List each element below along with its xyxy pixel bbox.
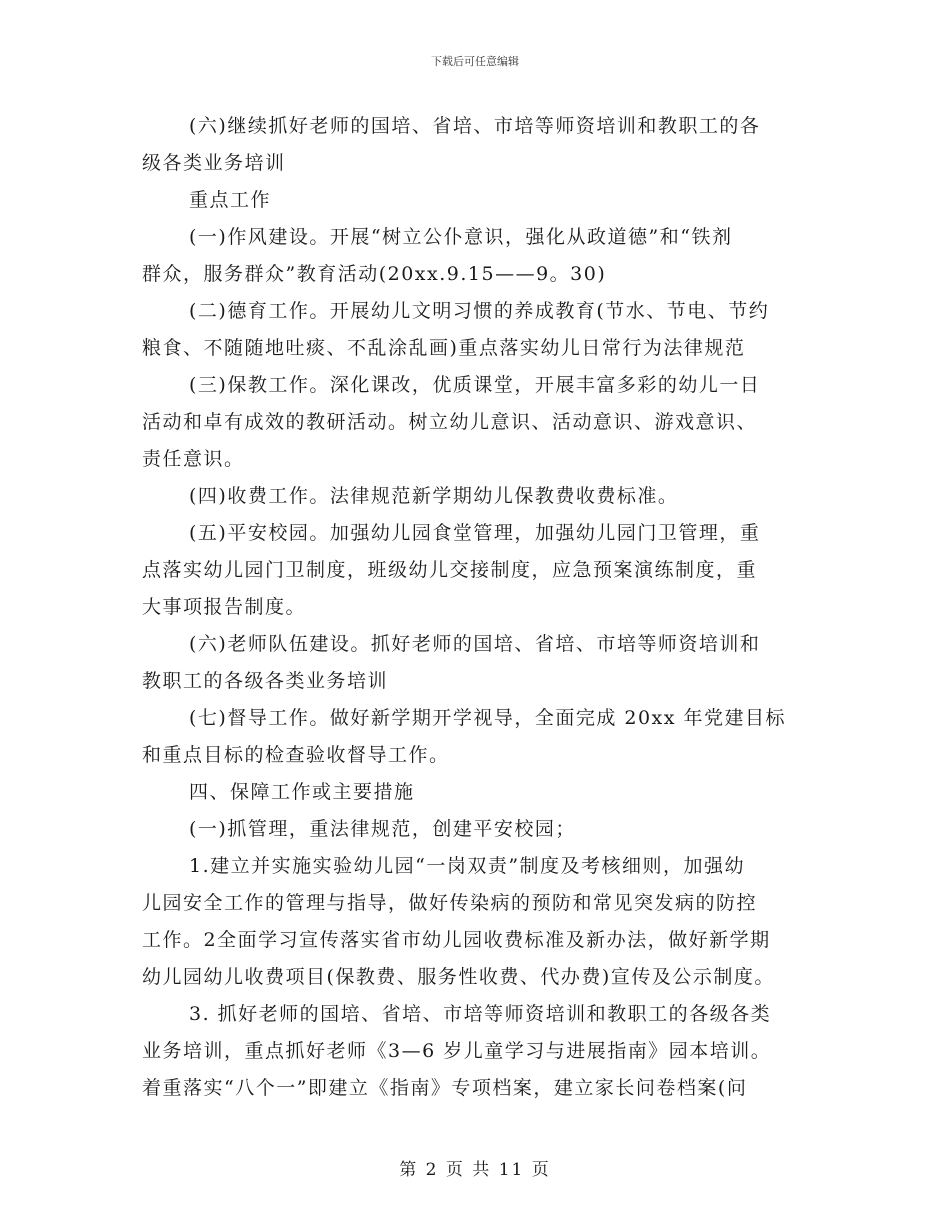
text-line: 责任意识。	[142, 448, 245, 470]
text-line: 大事项报告制度。	[142, 596, 307, 618]
text-line: (六)老师队伍建设。抓好老师的国培、省培、市培等师资培训和	[189, 633, 761, 655]
text-line: 粮食、不随随地吐痰、不乱涂乱画)重点落实幼儿日常行为法律规范	[142, 337, 746, 359]
text-line: (五)平安校园。加强幼儿园食堂管理，加强幼儿园门卫管理，重	[189, 522, 761, 544]
text-line: (七)督导工作。做好新学期开学视导，全面完成 20xx 年党建目标	[189, 707, 787, 729]
text-line: 3. 抓好老师的国培、省培、市培等师资培训和教职工的各级各类	[189, 1003, 772, 1025]
text-line: 教职工的各级各类业务培训	[142, 670, 389, 692]
text-line: 工作。2全面学习宣传落实省市幼儿园收费标准及新办法，做好新学期	[142, 929, 771, 951]
text-line: 群众，服务群众”教育活动(20xx.9.15——9。30)	[142, 263, 607, 285]
text-line: 着重落实“八个一”即建立《指南》专项档案，建立家长问卷档案(问	[142, 1077, 748, 1099]
text-line: (一)作风建设。开展“树立公仆意识，强化从政道德”和“铁剂	[189, 226, 733, 248]
text-line: 儿园安全工作的管理与指导，做好传染病的预防和常见突发病的防控	[142, 892, 758, 914]
text-line: (六)继续抓好老师的国培、省培、市培等师资培训和教职工的各	[189, 115, 761, 137]
text-line: (二)德育工作。开展幼儿文明习惯的养成教育(节水、节电、节约	[189, 300, 770, 322]
text-line: 1.建立并实施实验幼儿园“一岗双责”制度及考核细则，加强幼	[189, 855, 746, 877]
text-line: (三)保教工作。深化课改，优质课堂，开展丰富多彩的幼儿一日	[189, 374, 761, 396]
text-line: 和重点目标的检查验收督导工作。	[142, 744, 450, 766]
text-line: (四)收费工作。法律规范新学期幼儿保教费收费标准。	[189, 485, 679, 507]
text-line: 活动和卓有成效的教研活动。树立幼儿意识、活动意识、游戏意识、	[142, 411, 758, 433]
text-line: 级各类业务培训	[142, 152, 286, 174]
page-number: 第 2 页 共 11 页	[399, 1160, 551, 1180]
header-note: 下载后可任意编辑	[431, 55, 519, 68]
document-body	[142, 108, 812, 1107]
text-line: 四、保障工作或主要措施	[189, 781, 415, 803]
text-line: 点落实幼儿园门卫制度，班级幼儿交接制度，应急预案演练制度，重	[142, 559, 758, 581]
text-line: 幼儿园幼儿收费项目(保教费、服务性收费、代办费)宣传及公示制度。	[142, 966, 775, 988]
text-line: 业务培训，重点抓好老师《3—6 岁儿童学习与进展指南》园本培训。	[142, 1040, 772, 1062]
text-line: (一)抓管理，重法律规范，创建平安校园；	[189, 818, 576, 840]
text-line: 重点工作	[189, 189, 272, 211]
